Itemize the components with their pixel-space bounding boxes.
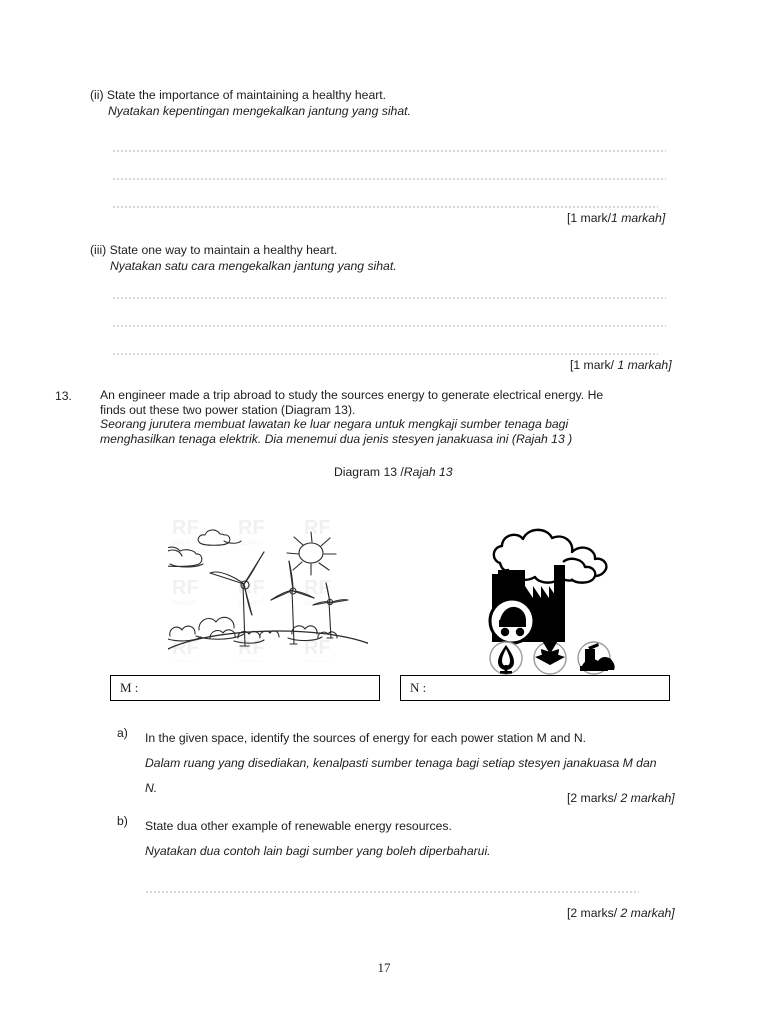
- coal-cart-emblem: [490, 599, 534, 643]
- q13-english-line1: An engineer made a trip abroad to study the sources energy to generate electrical energy. He: [100, 388, 604, 402]
- part-b-malay: Nyatakan dua contoh lain bagi sumber yang boleh diperbaharui.: [145, 844, 491, 858]
- question-13-stem: [100, 388, 690, 446]
- question-ii-english: (ii) State the importance of maintaining a healthy heart.: [90, 88, 387, 102]
- part-a-malay-line2: N.: [145, 781, 158, 795]
- marks-malay: 1 markah]: [611, 211, 666, 225]
- question-13-number: 13.: [55, 389, 72, 403]
- question-iii-english: (iii) State one way to maintain a healthy heart.: [90, 243, 338, 257]
- part-a-malay-line1: Dalam ruang yang disediakan, kenalpasti sumber tenaga bagi setiap stesyen janakuasa M dan: [145, 756, 657, 770]
- question-iii-malay: Nyatakan satu cara mengekalkan jantung yang sihat.: [110, 259, 397, 273]
- answer-line[interactable]: [112, 150, 666, 152]
- answer-box-n[interactable]: [400, 675, 670, 701]
- part-a-text: [145, 726, 685, 801]
- renewable-energy-scene: [168, 512, 368, 662]
- answer-box-m[interactable]: [110, 675, 380, 701]
- marks-malay: 1 markah]: [617, 358, 672, 372]
- part-a-label: a): [117, 726, 128, 740]
- page-number: 17: [377, 960, 391, 975]
- answer-line[interactable]: [145, 891, 639, 893]
- fossil-fuel-power-station: [470, 508, 630, 683]
- q13-malay-line1: Seorang jurutera membuat lawatan ke luar negara untuk mengkaji sumber tenaga bagi: [100, 417, 569, 431]
- q13-english-line2: finds out these two power station (Diagram 13).: [100, 402, 356, 417]
- marks-allocation-b: [567, 906, 675, 920]
- answer-line[interactable]: [112, 353, 658, 355]
- part-b-label: b): [117, 814, 128, 828]
- marks-malay: 2 markah]: [620, 906, 675, 920]
- marks-allocation-a: [567, 791, 675, 805]
- marks-allocation-ii: [567, 211, 665, 225]
- gas-flame-icon: [490, 642, 522, 674]
- answer-line[interactable]: [112, 206, 658, 208]
- answer-box-n-label: N :: [410, 680, 427, 695]
- part-b-english: State dua other example of renewable energy resources.: [145, 819, 452, 833]
- caption-malay: Rajah 13: [403, 465, 453, 479]
- part-b-text: [145, 814, 685, 864]
- caption-english: Diagram 13 /: [334, 465, 404, 479]
- marks-malay: 2 markah]: [620, 791, 675, 805]
- part-a-english: In the given space, identify the sources of energy for each power station M and N.: [145, 731, 587, 745]
- marks-allocation-iii: [570, 358, 672, 372]
- diagram-caption: [334, 465, 453, 479]
- marks-english: [2 marks/: [567, 906, 621, 920]
- marks-english: [1 mark/: [570, 358, 618, 372]
- answer-line[interactable]: [112, 325, 666, 327]
- question-ii-malay: Nyatakan kepentingan mengekalkan jantung yang sihat.: [108, 104, 411, 118]
- answer-box-m-label: M :: [120, 680, 139, 695]
- answer-line[interactable]: [112, 297, 666, 299]
- marks-english: [2 marks/: [567, 791, 621, 805]
- answer-line[interactable]: [112, 178, 666, 180]
- marks-english: [1 mark/: [567, 211, 612, 225]
- q13-malay-line2: menghasilkan tenaga elektrik. Dia menemui dua jenis stesyen janakuasa ini (Rajah 13 ): [100, 431, 573, 446]
